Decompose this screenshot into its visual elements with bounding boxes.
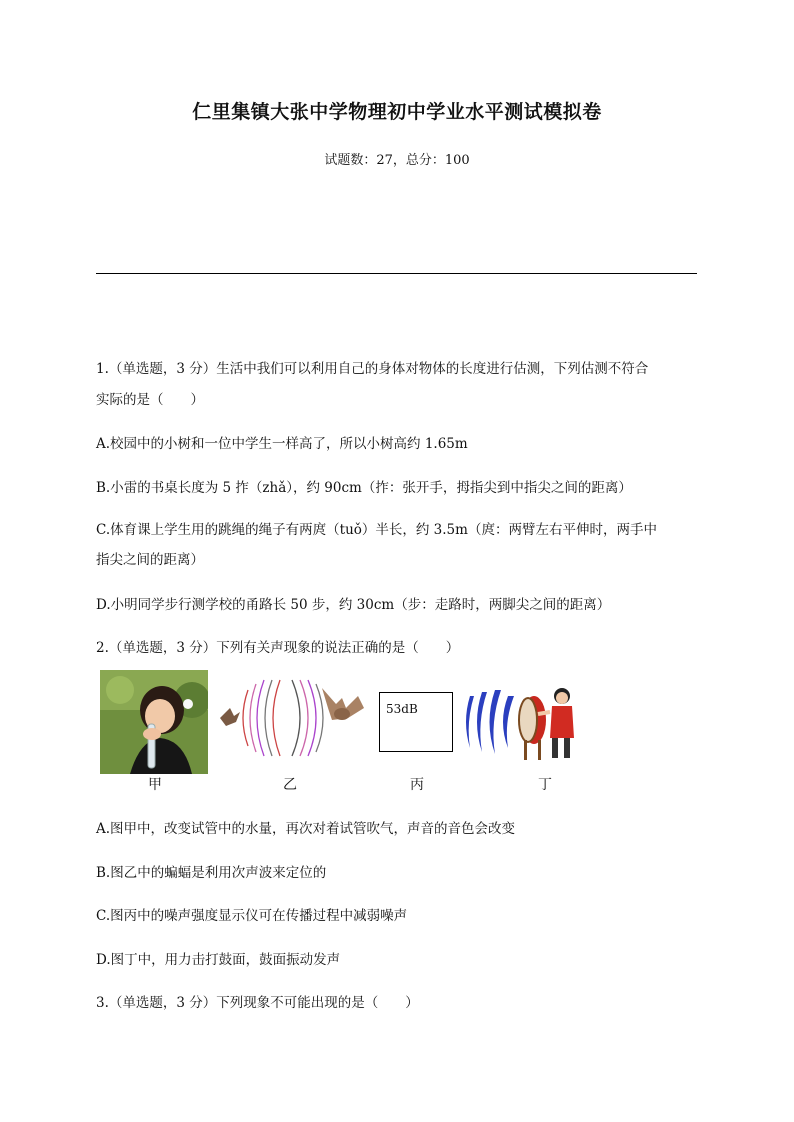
q3-stem: 3.（单选题，3 分）下列现象不可能出现的是（ ） — [96, 995, 419, 1011]
figure-caption-ding: 丁 — [538, 777, 552, 793]
drum-beating-image — [464, 682, 584, 762]
bat-echolocation-image — [218, 678, 368, 758]
q1-stem-line2: 实际的是（ ） — [96, 392, 204, 408]
q2-figure-row — [96, 668, 696, 798]
q1-option-b: B.小雷的书桌长度为 5 拃（zhǎ），约 90cm（拃：张开手，拇指尖到中指尖之间的距离） — [96, 480, 632, 496]
figure-caption-yi: 乙 — [283, 777, 297, 793]
page-title: 仁里集镇大张中学物理初中学业水平测试模拟卷 — [192, 101, 602, 123]
q2-option-b: B.图乙中的蝙蝠是利用次声波来定位的 — [96, 865, 327, 881]
q2-stem: 2.（单选题，3 分）下列有关声现象的说法正确的是（ ） — [96, 640, 460, 656]
figure-caption-jia: 甲 — [148, 777, 162, 793]
q1-option-c-line2: 指尖之间的距离） — [96, 552, 204, 568]
page-subtitle: 试题数：27，总分：100 — [324, 153, 470, 168]
girl-blowing-tube-image — [100, 670, 208, 774]
q1-option-d: D.小明同学步行测学校的甬路长 50 步，约 30cm（步：走路时，两脚尖之间的距离） — [96, 597, 611, 613]
q1-option-a: A.校园中的小树和一位中学生一样高了，所以小树高约 1.65m — [96, 436, 468, 452]
noise-meter-display — [379, 692, 453, 752]
q2-option-d: D.图丁中，用力击打鼓面，鼓面振动发声 — [96, 952, 341, 968]
divider — [96, 273, 697, 274]
q2-option-a: A.图甲中，改变试管中的水量，再次对着试管吹气，声音的音色会改变 — [96, 821, 516, 837]
q1-option-c-line1: C.体育课上学生用的跳绳的绳子有两庹（tuǒ）半长，约 3.5m（庹：两臂左右平伸时，两手中 — [96, 522, 657, 538]
figure-caption-bing: 丙 — [410, 777, 424, 793]
q2-option-c: C.图丙中的噪声强度显示仪可在传播过程中减弱噪声 — [96, 908, 408, 924]
noise-meter-reading: 53dB — [386, 702, 418, 716]
q1-stem-line1: 1.（单选题，3 分）生活中我们可以利用自己的身体对物体的长度进行估测，下列估测不符合 — [96, 361, 649, 377]
